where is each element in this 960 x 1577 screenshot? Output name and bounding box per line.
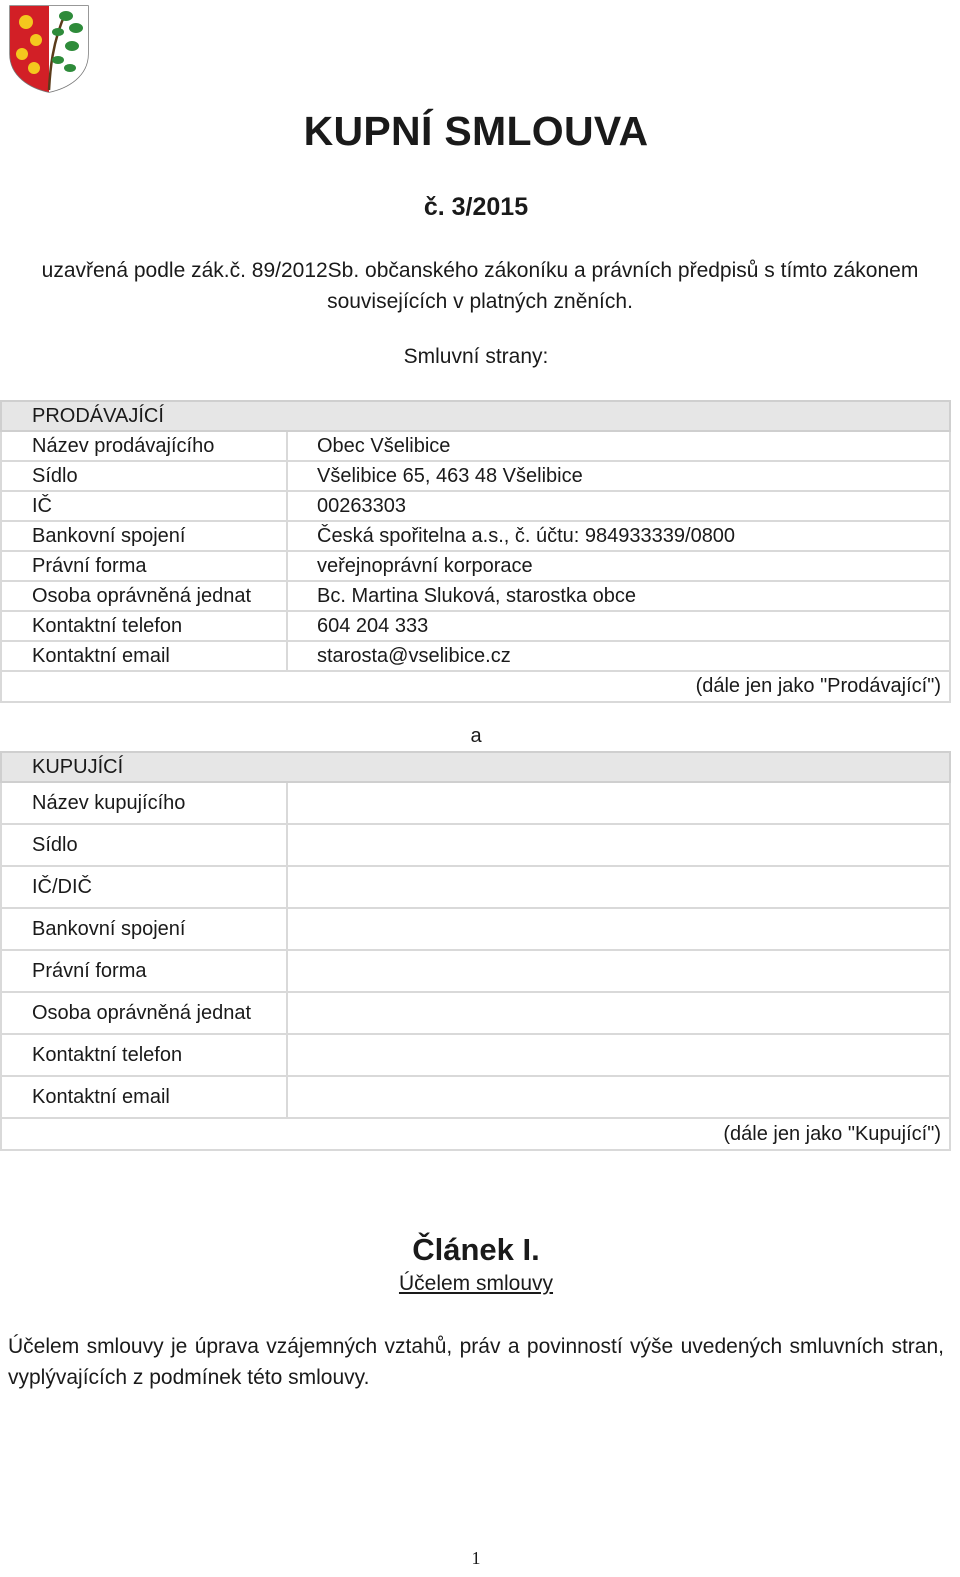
article-paragraph: Účelem smlouvy je úprava vzájemných vztahů, práv a povinností výše uvedených smluvních stran, vyplývajících z podmínek této smlouvy. [8, 1335, 944, 1389]
buyer-bank-field[interactable] [287, 908, 950, 950]
article-subtitle: Účelem smlouvy [398, 1272, 554, 1295]
buyer-phone-field[interactable] [287, 1034, 950, 1076]
seller-value: Česká spořitelna a.s., č. účtu: 984933339/0800 [287, 521, 950, 551]
table-row [1, 992, 950, 1034]
buyer-email-field[interactable] [287, 1076, 950, 1118]
buyer-label: Kontaktní email [1, 1076, 287, 1118]
table-row [1, 641, 950, 671]
table-row [1, 866, 950, 908]
parties-heading: Smluvní strany: [403, 345, 549, 368]
table-row [1, 611, 950, 641]
buyer-table [0, 751, 951, 1151]
legal-basis: uzavřená podle zák.č. 89/2012Sb. občanského zákoníku a právních předpisů s tímto zákonem souvisejících v platných zněních. [41, 259, 919, 313]
buyer-label: Právní forma [1, 950, 287, 992]
connector-text: a [470, 725, 482, 747]
buyer-representative-field[interactable] [287, 992, 950, 1034]
table-row [1, 551, 950, 581]
buyer-note: (dále jen jako "Kupující") [1, 1118, 950, 1150]
seller-value: 00263303 [287, 491, 950, 521]
seller-label: Kontaktní email [1, 641, 287, 671]
page-number: 1 [471, 1548, 481, 1568]
table-row [1, 521, 950, 551]
seller-value: Všelibice 65, 463 48 Všelibice [287, 461, 950, 491]
table-row [1, 908, 950, 950]
seller-label: Kontaktní telefon [1, 611, 287, 641]
seller-label: IČ [1, 491, 287, 521]
contract-number: č. 3/2015 [423, 193, 529, 221]
table-row [1, 581, 950, 611]
seller-label: Právní forma [1, 551, 287, 581]
buyer-name-field[interactable] [287, 782, 950, 824]
seller-label: Název prodávajícího [1, 431, 287, 461]
seller-value: Obec Všelibice [287, 431, 950, 461]
buyer-label: Bankovní spojení [1, 908, 287, 950]
table-row [1, 461, 950, 491]
buyer-label: Osoba oprávněná jednat [1, 992, 287, 1034]
buyer-label: IČ/DIČ [1, 866, 287, 908]
buyer-heading: KUPUJÍCÍ [1, 752, 950, 782]
table-row [1, 950, 950, 992]
seller-value: Bc. Martina Sluková, starostka obce [287, 581, 950, 611]
seller-label: Sídlo [1, 461, 287, 491]
seller-value: 604 204 333 [287, 611, 950, 641]
buyer-label: Sídlo [1, 824, 287, 866]
buyer-label: Název kupujícího [1, 782, 287, 824]
table-row [1, 1076, 950, 1118]
seller-label: Osoba oprávněná jednat [1, 581, 287, 611]
buyer-legal-form-field[interactable] [287, 950, 950, 992]
seller-label: Bankovní spojení [1, 521, 287, 551]
municipal-coat-of-arms-icon [6, 2, 92, 94]
seller-note: (dále jen jako "Prodávající") [1, 671, 950, 702]
article-title: Článek I. [412, 1232, 540, 1267]
seller-heading: PRODÁVAJÍCÍ [1, 401, 950, 431]
table-row [1, 491, 950, 521]
seller-email: starosta@vselibice.cz [287, 641, 950, 671]
table-row [1, 782, 950, 824]
table-row [1, 431, 950, 461]
buyer-address-field[interactable] [287, 824, 950, 866]
seller-value: veřejnoprávní korporace [287, 551, 950, 581]
seller-table [0, 400, 951, 703]
table-row [1, 824, 950, 866]
table-row [1, 1034, 950, 1076]
document-title: KUPNÍ SMLOUVA [303, 108, 649, 154]
buyer-ico-field[interactable] [287, 866, 950, 908]
buyer-label: Kontaktní telefon [1, 1034, 287, 1076]
